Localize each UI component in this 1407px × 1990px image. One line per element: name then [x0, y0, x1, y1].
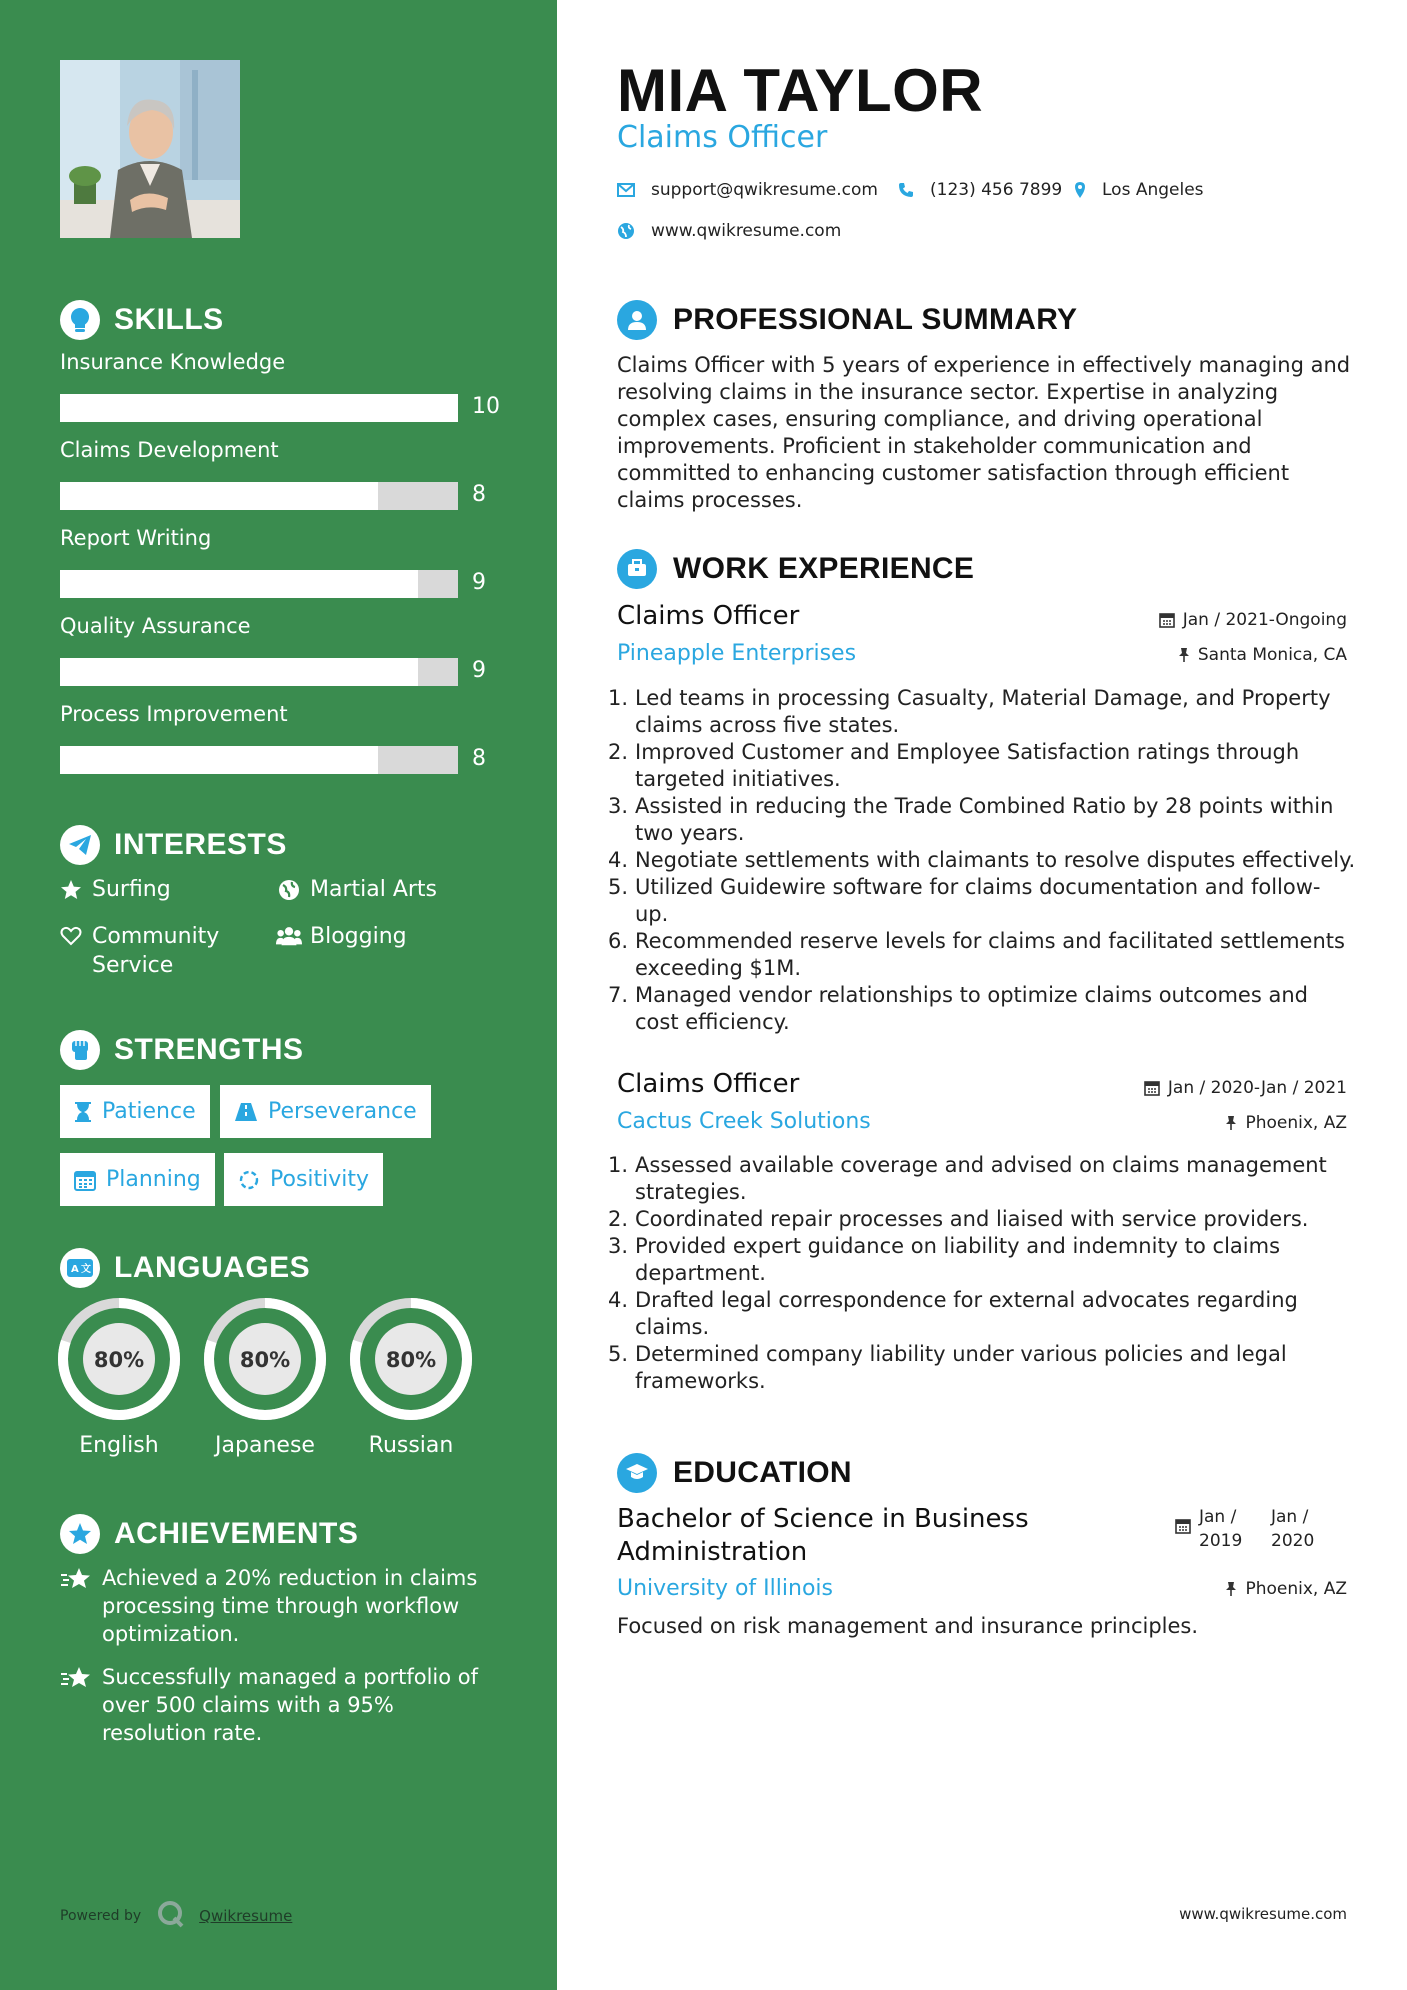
star-badge-icon [60, 1514, 100, 1554]
duty-number: 2. [608, 740, 629, 764]
map-pin-icon [1074, 181, 1086, 199]
pushpin-icon [1178, 647, 1190, 663]
skill-bar-fill [60, 482, 378, 510]
road-icon [234, 1102, 258, 1122]
website-text[interactable]: www.qwikresume.com [651, 221, 842, 241]
duty-line: Utilized Guidewire software for claims documentation and follow- [635, 875, 1321, 899]
duty-line: exceeding $1M. [635, 956, 801, 980]
translate-icon [60, 1248, 100, 1288]
skill-name: Process Improvement [60, 702, 288, 726]
footer-website[interactable]: www.qwikresume.com [1179, 1905, 1347, 1923]
skill-name: Insurance Knowledge [60, 350, 286, 374]
job-duties-list [608, 685, 1368, 1036]
company-name: Pineapple Enterprises [617, 641, 857, 666]
education-location-text: Phoenix, AZ [1245, 1579, 1347, 1599]
lightbulb-icon [60, 300, 100, 340]
achievement-item [60, 1663, 500, 1747]
globe-icon [617, 222, 635, 240]
duty-line: Led teams in processing Casualty, Material Damage, and Property [635, 686, 1331, 710]
sidebar [0, 0, 557, 1990]
interest-label: Community Service [92, 924, 220, 978]
envelope-icon [617, 183, 635, 197]
strength-label: Positivity [270, 1167, 370, 1192]
education-location [1225, 1579, 1347, 1599]
interest-label: Surfing [92, 877, 171, 902]
spinner-icon [238, 1169, 260, 1191]
duty-line: Managed vendor relationships to optimize claims outcomes and [635, 983, 1308, 1007]
svg-text:文: 文 [81, 1264, 91, 1275]
language-percent: 80% [93, 1348, 145, 1372]
contact-website [617, 221, 841, 241]
skill-item [60, 526, 500, 595]
skills-title: SKILLS [114, 303, 224, 336]
duty-number: 1. [608, 1153, 629, 1177]
calendar-icon [1144, 1080, 1160, 1096]
duty-item [608, 1152, 1368, 1206]
qwikresume-link[interactable]: Qwikresume [199, 1907, 293, 1925]
duty-line: department. [635, 1261, 766, 1285]
job-dates-text: Jan / 2021-Ongoing [1182, 610, 1347, 630]
fist-icon [60, 1030, 100, 1070]
star-icon [58, 875, 84, 900]
achievement-item [60, 1564, 500, 1648]
duty-line: Coordinated repair processes and liaised with service providers. [635, 1207, 1309, 1231]
language-percent: 80% [385, 1348, 437, 1372]
duty-line: Drafted legal correspondence for external advocates regarding [635, 1288, 1298, 1312]
duty-line: cost efficiency. [635, 1010, 790, 1034]
job-title: Claims Officer [617, 601, 800, 631]
heart-icon [58, 922, 84, 946]
user-icon [617, 300, 657, 340]
duty-line: Recommended reserve levels for claims and facilitated settlements [635, 929, 1345, 953]
achievement-text: Achieved a 20% reduction in claims processing time through workflow optimization. [102, 1566, 478, 1646]
degree-line: Bachelor of Science in Business [617, 1504, 1029, 1534]
duty-item [608, 982, 1368, 1036]
interest-item [276, 922, 407, 951]
skills-heading [60, 300, 224, 340]
strengths-heading [60, 1030, 304, 1070]
skill-item [60, 614, 500, 683]
education-title: EDUCATION [673, 1456, 852, 1489]
duty-line: two years. [635, 821, 745, 845]
strength-label: Planning [106, 1167, 201, 1192]
duty-line: Assessed available coverage and advised on claims management [635, 1153, 1327, 1177]
candidate-role: Claims Officer [617, 120, 828, 155]
contact-email [617, 180, 878, 200]
powered-by [60, 1900, 292, 1932]
experience-heading [617, 549, 974, 589]
duty-line: Improved Customer and Employee Satisfaction ratings through [635, 740, 1300, 764]
duty-number: 4. [608, 1288, 629, 1312]
globe-icon [276, 875, 302, 901]
interest-item [58, 922, 258, 980]
duty-item [608, 847, 1368, 874]
job-dates-text: Jan / 2020-Jan / 2021 [1167, 1078, 1347, 1098]
duty-number: 1. [608, 686, 629, 710]
skill-bar-fill [60, 570, 418, 598]
duty-number: 4. [608, 848, 629, 872]
skill-bar-fill [60, 658, 418, 686]
shooting-star-icon [60, 1663, 92, 1747]
interest-label: Blogging [310, 924, 407, 949]
language-name: English [79, 1433, 159, 1458]
skill-item [60, 702, 500, 771]
duty-number: 6. [608, 929, 629, 953]
skill-value: 9 [472, 658, 486, 683]
skill-bar [60, 482, 458, 510]
achievements-heading [60, 1514, 358, 1554]
summary-heading [617, 300, 1077, 340]
education-school: University of Illinois [617, 1576, 833, 1601]
contact-location [1074, 180, 1204, 200]
duty-number: 2. [608, 1207, 629, 1231]
skill-bar [60, 746, 458, 774]
interest-item [276, 875, 437, 904]
profile-photo [60, 60, 240, 238]
duty-line: Determined company liability under various policies and legal [635, 1342, 1287, 1366]
achievements-title: ACHIEVEMENTS [114, 1517, 359, 1550]
education-description: Focused on risk management and insurance principles. [617, 1614, 1199, 1638]
strength-badge [220, 1085, 431, 1138]
company-name: Cactus Creek Solutions [617, 1109, 871, 1134]
email-text[interactable]: support@qwikresume.com [651, 180, 878, 200]
education-heading [617, 1453, 852, 1493]
contact-phone [898, 180, 1062, 200]
duty-number: 3. [608, 794, 629, 818]
pushpin-icon [1225, 1115, 1237, 1131]
education-dates [1175, 1505, 1343, 1553]
duty-item [608, 685, 1368, 739]
duty-line: Provided expert guidance on liability and indemnity to claims [635, 1234, 1281, 1258]
duty-item [608, 1287, 1368, 1341]
duty-line: claims. [635, 1315, 710, 1339]
education-end [1271, 1505, 1343, 1553]
duty-line: up. [635, 902, 669, 926]
education-degree [617, 1503, 1077, 1569]
job-dates [1144, 1078, 1347, 1098]
duty-item [608, 1341, 1368, 1395]
language-ring [349, 1297, 473, 1421]
summary-line: Claims Officer with 5 years of experience in effectively managing and [617, 353, 1351, 377]
duty-number: 5. [608, 875, 629, 899]
skill-name: Claims Development [60, 438, 279, 462]
skill-bar-fill [60, 746, 378, 774]
strength-badge [60, 1085, 210, 1138]
shooting-star-icon [60, 1564, 92, 1648]
language-item [349, 1297, 473, 1458]
skill-value: 10 [472, 394, 500, 419]
skill-name: Report Writing [60, 526, 212, 550]
duty-item [608, 1233, 1368, 1287]
duty-item [608, 739, 1368, 793]
phone-icon [898, 182, 914, 198]
phone-text[interactable]: (123) 456 7899 [930, 180, 1063, 200]
graduate-icon [617, 1453, 657, 1493]
job-dates [1159, 610, 1347, 630]
summary-title: PROFESSIONAL SUMMARY [673, 303, 1078, 336]
strength-badge [60, 1153, 215, 1206]
start-month: Jan / [1199, 1507, 1237, 1527]
strengths-title: STRENGTHS [114, 1033, 304, 1066]
duty-line: Negotiate settlements with claimants to resolve disputes effectively. [635, 848, 1356, 872]
interest-label: Martial Arts [310, 877, 438, 902]
skill-value: 8 [472, 482, 486, 507]
skill-bar-fill [60, 394, 458, 422]
calendar-icon [1175, 1505, 1191, 1553]
job-location-text: Santa Monica, CA [1197, 645, 1347, 665]
hourglass-icon [74, 1101, 92, 1123]
education-start [1199, 1505, 1271, 1553]
duty-item [608, 793, 1368, 847]
skill-item [60, 350, 500, 419]
duty-item [608, 928, 1368, 982]
skill-bar [60, 658, 458, 686]
summary-line: complex cases, ensuring compliance, and driving operational [617, 407, 1263, 431]
summary-line: improvements. Proficient in stakeholder communication and [617, 434, 1252, 458]
language-percent: 80% [239, 1348, 291, 1372]
calendar-icon [1159, 612, 1175, 628]
job-duties-list [608, 1152, 1368, 1395]
svg-text:A: A [71, 1264, 79, 1275]
language-ring [203, 1297, 327, 1421]
duty-item [608, 1206, 1368, 1233]
job-title: Claims Officer [617, 1069, 800, 1099]
summary-line: committed to enhancing customer satisfaction through efficient [617, 461, 1290, 485]
end-year: 2020 [1271, 1531, 1315, 1551]
location-text: Los Angeles [1102, 180, 1204, 200]
briefcase-icon [617, 549, 657, 589]
skill-name: Quality Assurance [60, 614, 251, 638]
skill-value: 9 [472, 570, 486, 595]
duty-line: strategies. [635, 1180, 747, 1204]
duty-line: frameworks. [635, 1369, 766, 1393]
qwikresume-logo-icon [157, 1900, 185, 1932]
skill-bar [60, 394, 458, 422]
interests-heading [60, 825, 287, 865]
skill-value: 8 [472, 746, 486, 771]
start-year: 2019 [1199, 1531, 1243, 1551]
pushpin-icon [1225, 1581, 1237, 1597]
duty-line: targeted initiatives. [635, 767, 841, 791]
duty-line: Assisted in reducing the Trade Combined Ratio by 28 points within [635, 794, 1334, 818]
language-item [203, 1297, 327, 1458]
strength-label: Perseverance [268, 1099, 417, 1124]
interest-item [58, 875, 171, 904]
summary-line: claims processes. [617, 488, 803, 512]
duty-number: 5. [608, 1342, 629, 1366]
degree-line: Administration [617, 1537, 808, 1567]
duty-number: 3. [608, 1234, 629, 1258]
languages-heading [60, 1248, 310, 1288]
calendar-icon [74, 1169, 96, 1191]
end-month: Jan / [1271, 1507, 1309, 1527]
language-item [57, 1297, 181, 1458]
duty-line: claims across five states. [635, 713, 900, 737]
skill-item [60, 438, 500, 507]
strength-badge [224, 1153, 383, 1206]
summary-text [617, 352, 1352, 514]
skill-bar [60, 570, 458, 598]
language-ring [57, 1297, 181, 1421]
duty-number: 7. [608, 983, 629, 1007]
languages-title: LANGUAGES [114, 1251, 311, 1284]
job-location [1225, 1113, 1347, 1133]
users-icon [276, 922, 302, 946]
experience-title: WORK EXPERIENCE [673, 552, 975, 585]
powered-by-label: Powered by [60, 1908, 142, 1924]
job-location-text: Phoenix, AZ [1245, 1113, 1347, 1133]
paper-plane-icon [60, 825, 100, 865]
language-name: Japanese [215, 1433, 315, 1458]
interests-title: INTERESTS [114, 828, 287, 861]
job-location [1178, 645, 1347, 665]
candidate-name: MIA TAYLOR [617, 57, 984, 124]
strength-label: Patience [102, 1099, 196, 1124]
summary-line: resolving claims in the insurance sector. Expertise in analyzing [617, 380, 1279, 404]
achievement-text: Successfully managed a portfolio of over 500 claims with a 95% resolution rate. [102, 1665, 479, 1745]
language-name: Russian [368, 1433, 454, 1458]
duty-item [608, 874, 1368, 928]
